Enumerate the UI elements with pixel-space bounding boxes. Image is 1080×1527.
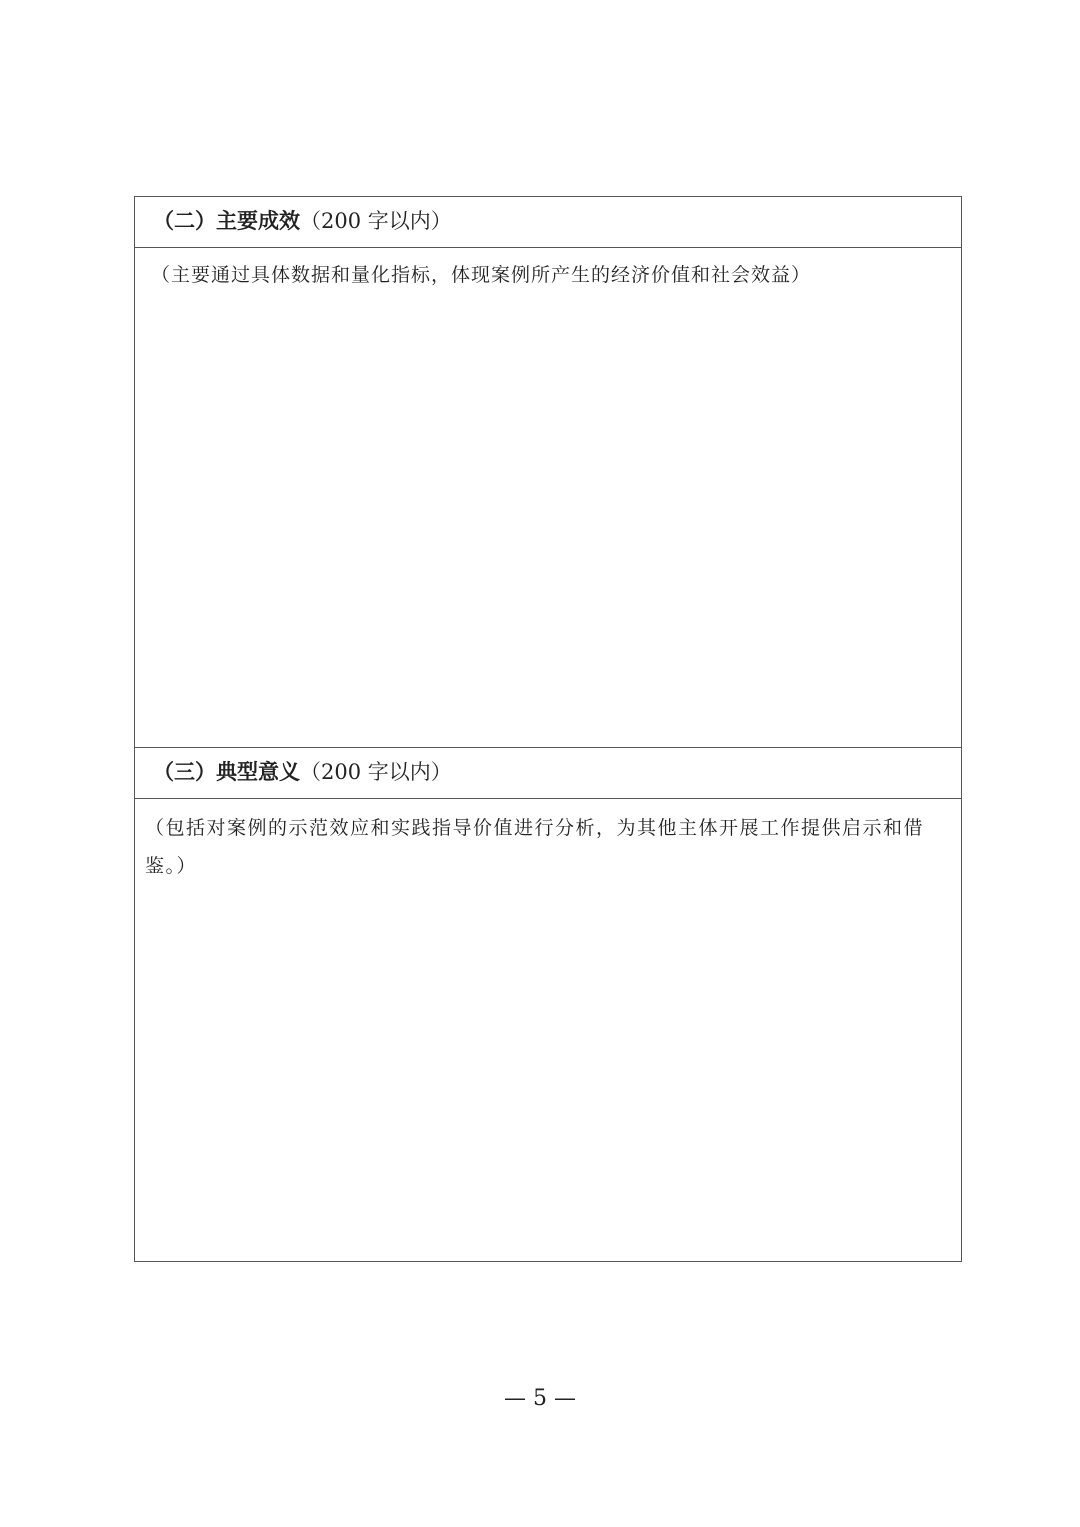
word-limit-note: （200 字以内） xyxy=(300,209,452,233)
page-number: — 5 — xyxy=(504,1386,576,1411)
section-title: （三）典型意义 xyxy=(153,759,300,784)
significance-hint: （包括对案例的示范效应和实践指导价值进行分析，为其他主体开展工作提供启示和借鉴。） xyxy=(145,817,925,877)
section-heading-results xyxy=(135,197,961,248)
results-field[interactable] xyxy=(135,248,961,748)
significance-field[interactable] xyxy=(135,799,961,1261)
section-heading-significance xyxy=(135,748,961,799)
results-hint: （主要通过具体数据和量化指标，体现案例所产生的经济价值和社会效益） xyxy=(151,264,812,286)
word-limit-note: （200 字以内） xyxy=(300,760,452,784)
form-table xyxy=(134,196,962,1262)
section-title: （二）主要成效 xyxy=(153,208,300,233)
